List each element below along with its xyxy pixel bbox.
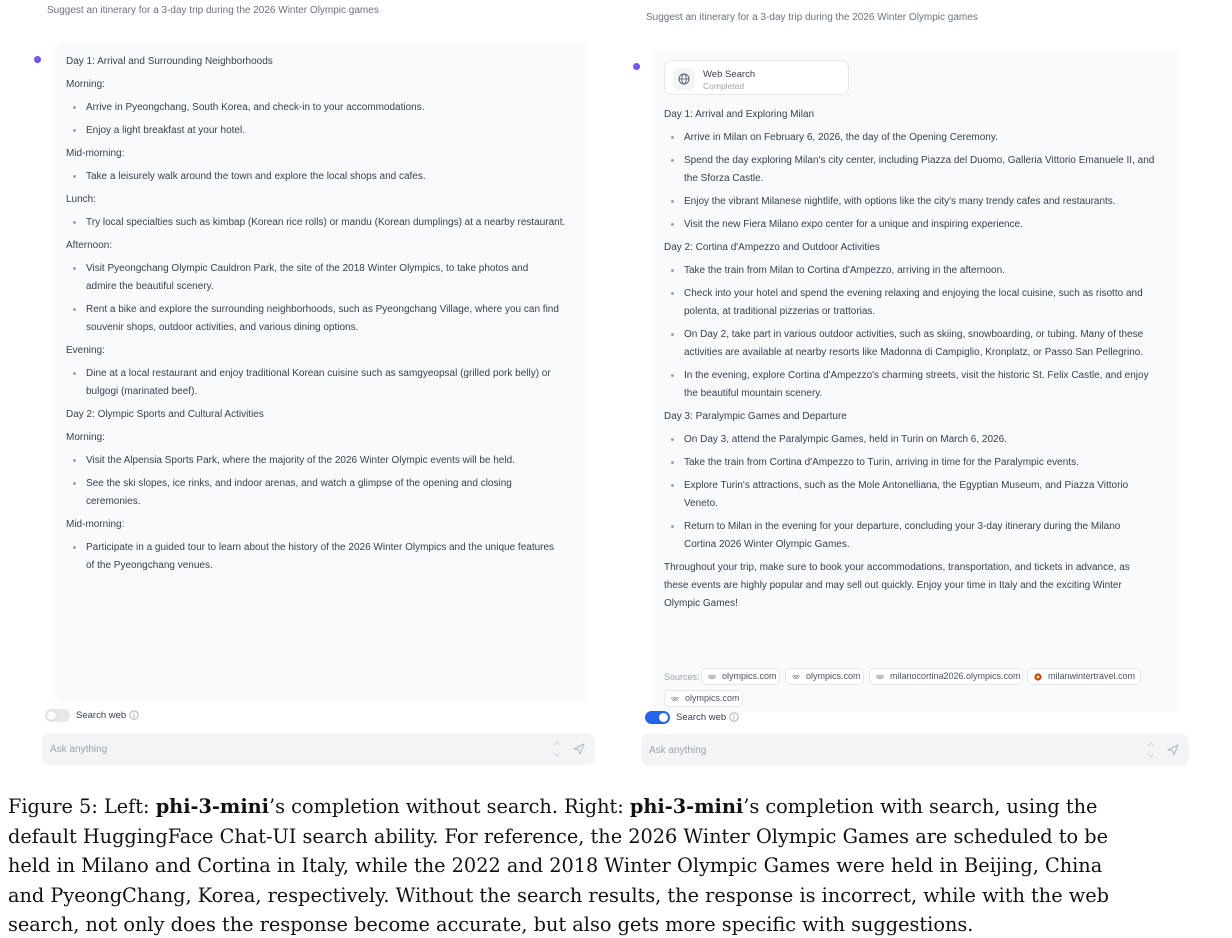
- search-web-toggle[interactable]: [645, 709, 745, 725]
- list-item-text: Rent a bike and explore the surrounding neighborhoods, such as Pyeongchang Village, where you can find: [86, 304, 559, 315]
- bullet: [671, 200, 674, 203]
- caption-line: [8, 881, 1228, 911]
- paragraph-text: Evening:: [66, 345, 105, 356]
- caption-text: and PyeongChang, Korea, respectively. Without the search results, the response is incorrect, while with the web: [8, 883, 1110, 907]
- bullet: [671, 525, 674, 528]
- caption-line: [8, 851, 1228, 881]
- bullet: [73, 308, 76, 311]
- bullet: [73, 175, 76, 178]
- list-item-text: Visit the new Fiera Milano expo center for a unique and inspiring experience.: [684, 219, 1023, 230]
- bullet: [671, 159, 674, 162]
- paragraph-text: Mid-morning:: [66, 148, 125, 159]
- list-item-text: admire the beautiful scenery.: [86, 281, 214, 292]
- web-search-title: Web Search: [703, 69, 756, 80]
- send-icon[interactable]: [1167, 744, 1179, 756]
- source-chip[interactable]: [701, 668, 780, 685]
- olympic-rings-icon: [671, 695, 679, 703]
- list-item-text: activities are available at nearby resorts like Madonna di Campiglio, Kronplatz, or Passo San Pellegrino.: [684, 347, 1144, 358]
- list-item-text: On Day 2, take part in various outdoor activities, such as skiing, snowboarding, or tubing. Many of these: [684, 329, 1144, 340]
- caption-text: ’s completion with search, using the: [743, 795, 1098, 818]
- bullet: [73, 267, 76, 270]
- web-search-card[interactable]: [664, 60, 849, 95]
- list-item-text: Try local specialties such as kimbap (Korean rice rolls) or mandu (Korean dumplings) at a nearby restaurant.: [86, 217, 566, 228]
- list-item-text: Explore Turin's attractions, such as the Mole Antonelliana, the Egyptian Museum, and Piazza Vittorio: [684, 480, 1129, 491]
- list-item-text: Veneto.: [684, 498, 718, 509]
- send-icon[interactable]: [573, 743, 585, 755]
- caption-text: ’s completion without search. Right:: [269, 795, 630, 818]
- source-chip[interactable]: [1027, 668, 1141, 685]
- search-web-label: Search web: [676, 712, 727, 723]
- caption-text: default HuggingFace Chat-UI search ability. For reference, the 2026 Winter Olympic Games are scheduled to be: [8, 824, 1109, 848]
- bullet: [73, 482, 76, 485]
- model-name: phi-3-mini: [629, 795, 744, 818]
- bullet: [671, 333, 674, 336]
- figure-caption: [8, 792, 1228, 938]
- olympic-rings-icon: [708, 673, 716, 681]
- assistant-avatar: [633, 63, 640, 70]
- assistant-response: [652, 50, 1180, 712]
- paragraph-text: Morning:: [66, 432, 105, 443]
- list-item-text: Take the train from Cortina d'Ampezzo to Turin, arriving in time for the Paralympic events.: [684, 457, 1079, 468]
- ask-anything-input[interactable]: [649, 740, 1089, 760]
- paragraph-text: Day 1: Arrival and Surrounding Neighborhoods: [66, 56, 273, 67]
- site-favicon-icon: [1034, 673, 1042, 681]
- source-label: olympics.com: [806, 671, 861, 681]
- paragraph-text: Afternoon:: [66, 240, 113, 251]
- list-item-text: On Day 3, attend the Paralympic Games, held in Turin on March 6, 2026.: [684, 434, 1007, 445]
- search-web-label: Search web: [76, 710, 127, 721]
- list-item-text: Take a leisurely walk around the town and explore the local shops and cafes.: [86, 171, 426, 182]
- paragraph-text: Day 3: Paralympic Games and Departure: [664, 411, 847, 422]
- list-item-text: Arrive in Milan on February 6, 2026, the day of the Opening Ceremony.: [684, 132, 998, 143]
- assistant-avatar: [34, 56, 41, 63]
- list-item-text: Cortina 2026 Winter Olympic Games.: [684, 539, 850, 550]
- list-item-text: souvenir shops, outdoor activities, and various dining options.: [86, 322, 359, 333]
- toggle-switch[interactable]: [645, 711, 670, 724]
- list-item-text: the beautiful mountain scenery.: [684, 388, 823, 399]
- paragraph-text: Mid-morning:: [66, 519, 125, 530]
- web-search-status: Completed: [703, 81, 745, 91]
- paragraph-text: Morning:: [66, 79, 105, 90]
- bullet: [671, 136, 674, 139]
- list-item-text: Spend the day exploring Milan's city center, including Piazza del Duomo, Galleria Vittorio Emanuele II, and: [684, 155, 1155, 166]
- source-chip[interactable]: [664, 690, 743, 707]
- paragraph-text: Day 2: Olympic Sports and Cultural Activities: [66, 409, 264, 420]
- bullet: [671, 484, 674, 487]
- paragraph-text: Olympic Games!: [664, 598, 738, 609]
- caption-line: [8, 792, 1228, 822]
- bullet: [671, 438, 674, 441]
- list-item-text: See the ski slopes, ice rinks, and indoor arenas, and watch a glimpse of the opening and closing: [86, 478, 512, 489]
- list-item-text: Return to Milan in the evening for your departure, concluding your 3-day itinerary during the Milano: [684, 521, 1121, 532]
- bullet: [73, 129, 76, 132]
- list-item-text: Arrive in Pyeongchang, South Korea, and check-in to your accommodations.: [86, 102, 425, 113]
- paragraph-text: these events are highly popular and may sell out quickly. Enjoy your time in Italy and the exciting Winter: [664, 580, 1122, 591]
- list-item-text: of the Pyeongchang venues.: [86, 560, 213, 571]
- caption-text: held in Milano and Cortina in Italy, while the 2022 and 2018 Winter Olympic Games were held in Beijing, China: [8, 854, 1103, 877]
- source-label: olympics.com: [722, 671, 777, 681]
- right-chat-panel: [612, 0, 1232, 770]
- source-chip[interactable]: [869, 668, 1023, 685]
- search-web-toggle[interactable]: [45, 707, 145, 723]
- list-item-text: Take the train from Milan to Cortina d'Ampezzo, arriving in the afternoon.: [684, 265, 1005, 276]
- chevron-updown-icon[interactable]: [1147, 740, 1155, 760]
- list-item-text: bulgogi (marinated beef).: [86, 386, 198, 397]
- source-label: milanwintertravel.com: [1048, 671, 1136, 681]
- list-item-text: Visit the Alpensia Sports Park, where the majority of the 2026 Winter Olympic events will be held.: [86, 455, 515, 466]
- user-message: Suggest an itinerary for a 3-day trip during the 2026 Winter Olympic games: [646, 12, 978, 23]
- list-item-text: Enjoy a light breakfast at your hotel.: [86, 125, 245, 136]
- source-chip[interactable]: [785, 668, 864, 685]
- list-item-text: Visit Pyeongchang Olympic Cauldron Park, the site of the 2018 Winter Olympics, to take photos and: [86, 263, 529, 274]
- list-item-text: ceremonies.: [86, 496, 141, 507]
- bullet: [671, 374, 674, 377]
- bullet: [671, 292, 674, 295]
- bullet: [73, 546, 76, 549]
- paragraph-text: Lunch:: [66, 194, 97, 205]
- bullet: [671, 461, 674, 464]
- globe-icon: [678, 73, 690, 85]
- source-label: milanocortina2026.olympics.com: [890, 671, 1021, 681]
- olympic-rings-icon: [792, 673, 800, 681]
- chat-input-box: [641, 734, 1189, 766]
- list-item-text: Check into your hotel and spend the evening relaxing and enjoying the local cuisine, such as risotto and: [684, 288, 1143, 299]
- paragraph-text: Throughout your trip, make sure to book your accommodations, transportation, and tickets in advance, as: [664, 562, 1130, 573]
- caption-text: Figure 5: Left:: [8, 795, 156, 818]
- bullet: [73, 221, 76, 224]
- caption-line: [8, 910, 1228, 938]
- source-label: olympics.com: [685, 693, 740, 703]
- sources-label: Sources:: [664, 672, 700, 682]
- list-item-text: the Sforza Castle.: [684, 173, 764, 184]
- ask-anything-input[interactable]: [50, 739, 490, 759]
- info-icon[interactable]: [129, 710, 139, 720]
- caption-line: [8, 822, 1228, 852]
- bullet: [73, 372, 76, 375]
- bullet: [73, 106, 76, 109]
- bullet: [671, 269, 674, 272]
- web-search-icon-box: [673, 68, 695, 90]
- list-item-text: Dine at a local restaurant and enjoy traditional Korean cuisine such as samgyeopsal (grilled pork belly) or: [86, 368, 551, 379]
- info-icon[interactable]: [729, 712, 739, 722]
- toggle-switch[interactable]: [45, 709, 70, 722]
- list-item-text: Participate in a guided tour to learn about the history of the 2026 Winter Olympics and the unique features: [86, 542, 555, 553]
- bullet: [671, 223, 674, 226]
- user-message: Suggest an itinerary for a 3-day trip during the 2026 Winter Olympic games: [47, 5, 379, 16]
- paragraph-text: Day 1: Arrival and Exploring Milan: [664, 109, 815, 120]
- caption-text: search, not only does the response become accurate, but also gets more specific with suggestions.: [8, 913, 974, 936]
- chat-input-box: [42, 733, 595, 765]
- model-name: phi-3-mini: [155, 795, 270, 818]
- bullet: [73, 459, 76, 462]
- assistant-response: [53, 42, 588, 702]
- olympic-rings-icon: [876, 673, 884, 681]
- list-item-text: Enjoy the vibrant Milanese nightlife, with options like the city's many trendy cafes and restaurants.: [684, 196, 1116, 207]
- list-item-text: In the evening, explore Cortina d'Ampezzo's charming streets, visit the historic St. Felix Castle, and enjoy: [684, 370, 1149, 381]
- chevron-updown-icon[interactable]: [553, 739, 561, 759]
- list-item-text: polenta, at traditional pizzerias or trattorias.: [684, 306, 876, 317]
- paragraph-text: Day 2: Cortina d'Ampezzo and Outdoor Activities: [664, 242, 880, 253]
- left-chat-panel: [0, 0, 610, 770]
